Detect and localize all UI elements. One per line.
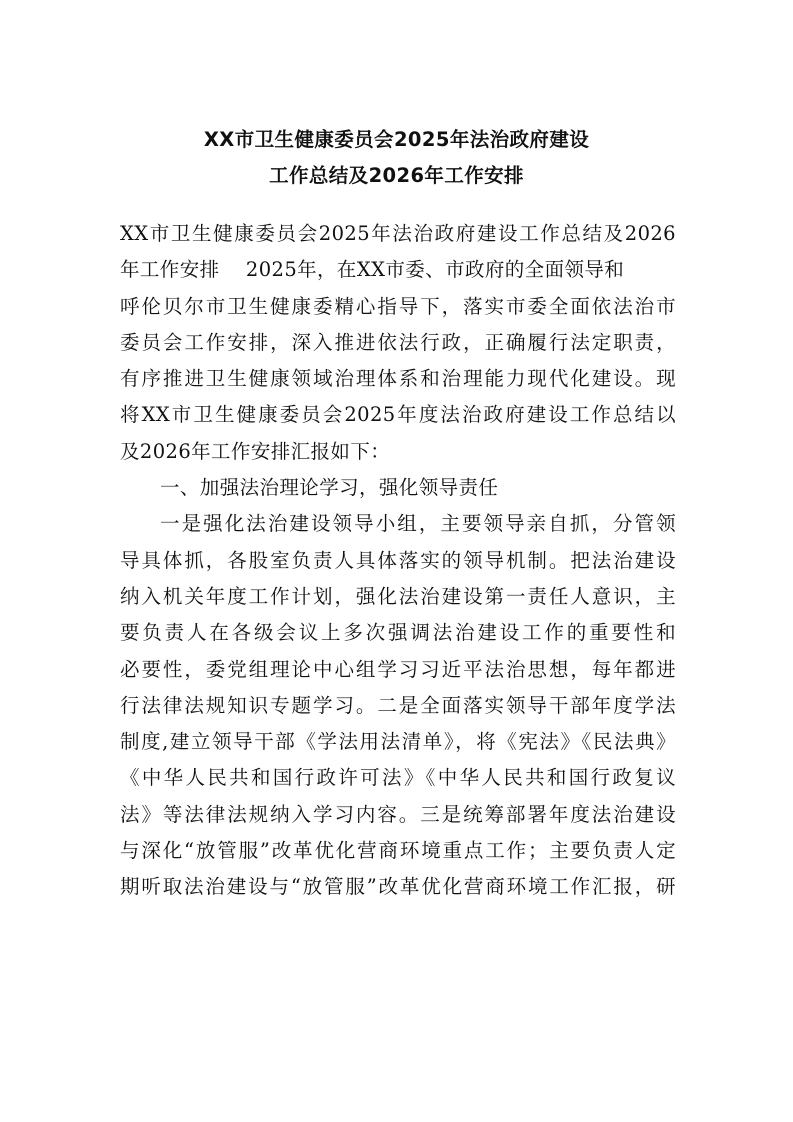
body-line: 与深化“放管服”改革优化营商环境重点工作；主要负责人定: [120, 839, 676, 863]
body-line: 要负责人在各级会议上多次强调法治建设工作的重要性和: [120, 621, 676, 645]
body-line: 纳入机关年度工作计划，强化法治建设第一责任人意识，主: [120, 584, 676, 608]
body-line: XX市卫生健康委员会2025年法治政府建设工作总结及2026: [120, 222, 676, 245]
body-line: 委员会工作安排，深入推进依法行政，正确履行法定职责，: [120, 330, 676, 354]
body-line: 必要性，委党组理论中心组学习习近平法治思想，每年都进: [120, 657, 676, 681]
section-heading: 一、加强法治理论学习，强化领导责任: [160, 476, 499, 500]
body-line: 导具体抓，各股室负责人具体落实的领导机制。把法治建设: [120, 548, 676, 572]
document-body: [120, 216, 676, 906]
body-line: 《中华人民共和国行政许可法》《中华人民共和国行政复议: [120, 766, 676, 790]
body-line: 制度,建立领导干部《学法用法清单》，将《宪法》《民法典》: [120, 730, 676, 754]
document-title: [90, 122, 703, 195]
body-line: 有序推进卫生健康领域治理体系和治理能力现代化建设。现: [120, 367, 676, 391]
title-line-2: 工作总结及2026年工作安排: [269, 164, 524, 188]
body-line: 将XX市卫生健康委员会2025年度法治政府建设工作总结以: [120, 403, 676, 427]
title-line-1: XX市卫生健康委员会2025年法治政府建设: [203, 128, 590, 151]
body-line: 期听取法治建设与“放管服”改革优化营商环境工作汇报，研: [120, 875, 676, 899]
body-line: 法》等法律法规纳入学习内容。三是统筹部署年度法治建设: [120, 802, 676, 826]
body-line: 呼伦贝尔市卫生健康委精心指导下，落实市委全面依法治市: [120, 294, 676, 318]
body-line: 年工作安排 2025年，在XX市委、市政府的全面领导和: [120, 258, 625, 282]
body-line: 及2026年工作安排汇报如下：: [120, 439, 391, 463]
body-line: 行法律法规知识专题学习。二是全面落实领导干部年度学法: [120, 693, 676, 717]
paragraph-first-line: 一是强化法治建设领导小组，主要领导亲自抓，分管领: [160, 512, 676, 536]
